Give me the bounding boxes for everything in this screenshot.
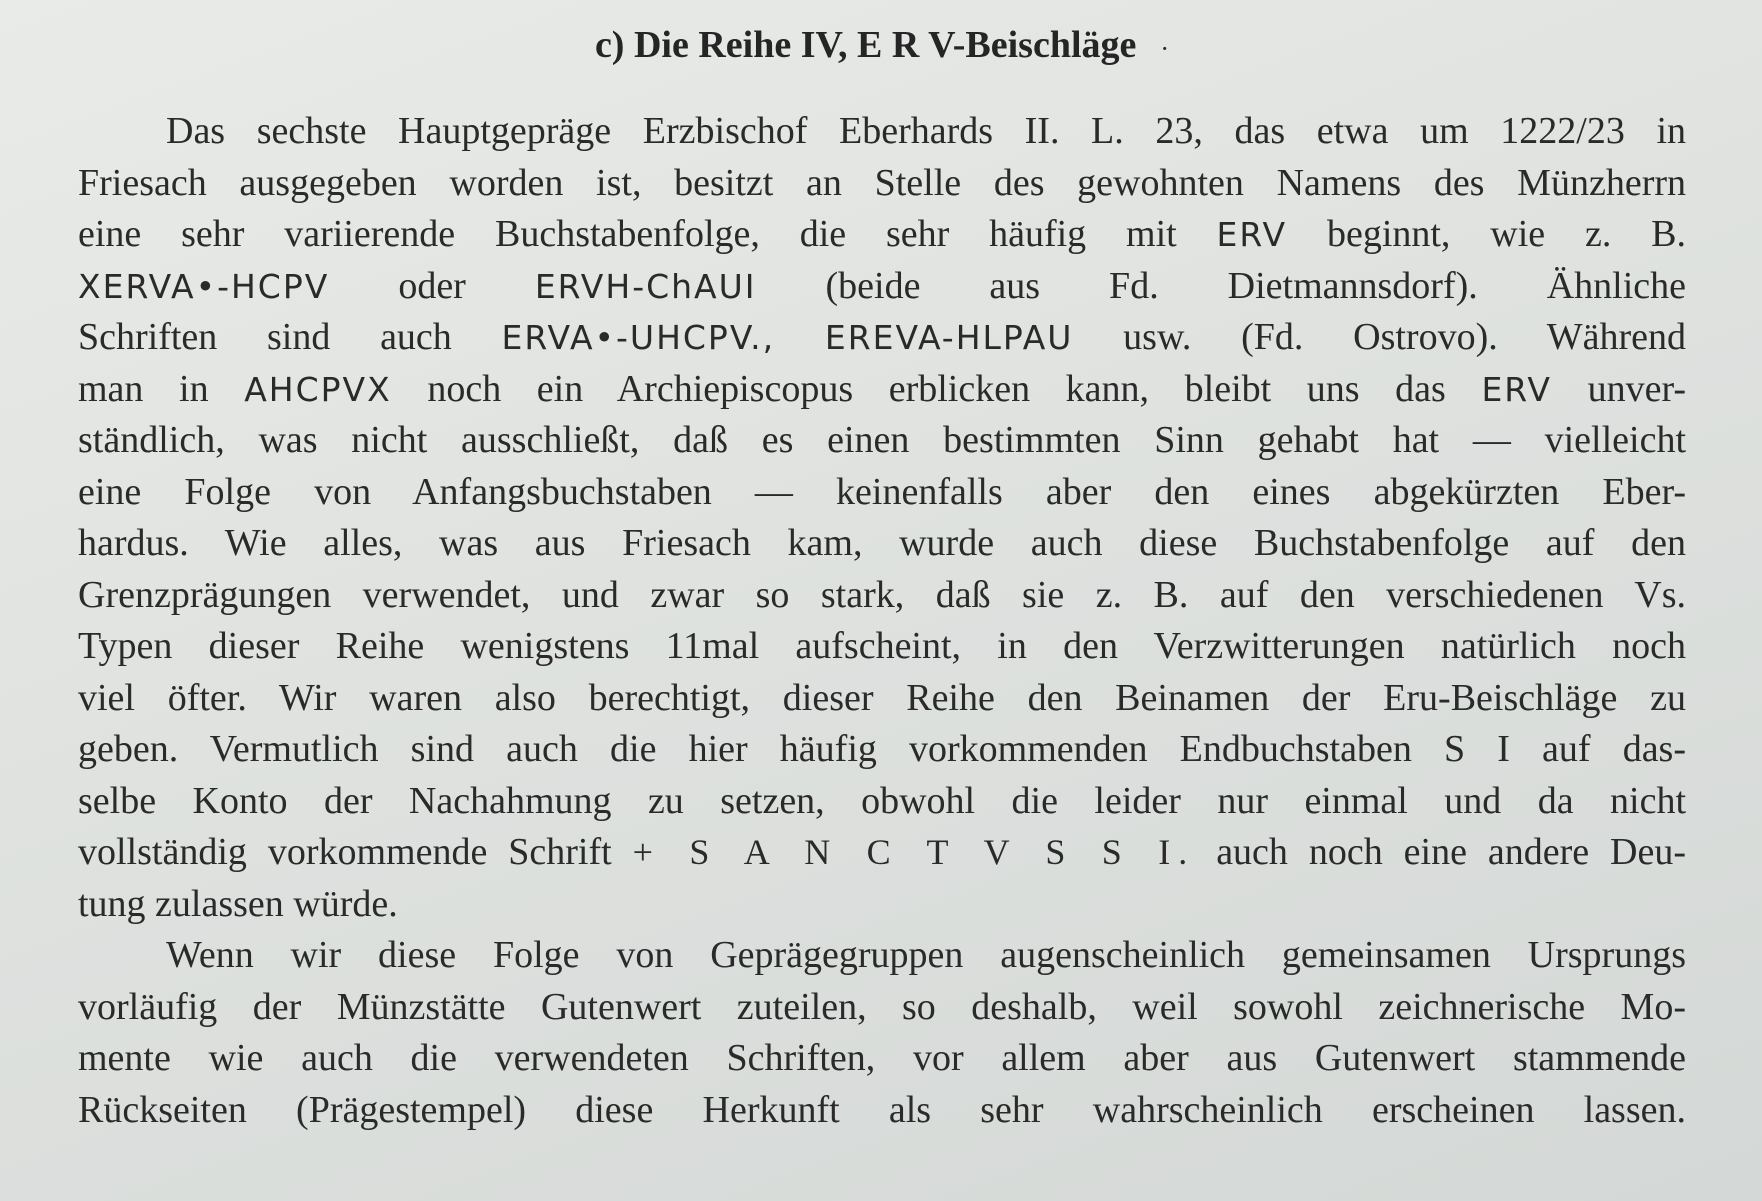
text-line xyxy=(78,1085,1686,1137)
text-line xyxy=(78,930,1686,982)
line-text: mente wie auch die verwendeten Schriften, vor allem aber aus Gutenwert stammende xyxy=(78,1037,1686,1079)
line-text: ständlich, was nicht ausschließt, daß es einen bestimmten Sinn gehabt hat — vielleicht xyxy=(78,419,1686,461)
inscription: AHCPVX xyxy=(244,369,392,409)
heading-mark: · xyxy=(1160,34,1170,63)
inscription: EREVA-HLPAU xyxy=(824,318,1074,357)
line-text: Das sechste Hauptgepräge Erzbischof Eberhards II. L. 23, das etwa um 1222/23 in xyxy=(166,110,1686,152)
text-line xyxy=(78,724,1686,776)
text-line xyxy=(78,518,1686,570)
section-heading xyxy=(78,14,1686,76)
line-text: tung zulassen würde. xyxy=(78,882,398,925)
line-text: geben. Vermutlich sind auch die hier häufig vorkommenden Endbuchstaben S I auf das- xyxy=(78,728,1686,770)
inscription: ERVA•-UHCPV., xyxy=(501,318,776,357)
text-line xyxy=(78,209,1686,261)
line-text: noch ein Archiepiscopus erblicken kann, bleibt uns das xyxy=(427,367,1446,410)
line-text: auch noch eine andere Deu- xyxy=(1216,831,1687,873)
text-line xyxy=(78,879,1686,931)
line-text: viel öfter. Wir waren also berechtigt, dieser Reihe den Beinamen der Eru-Beischläge zu xyxy=(78,676,1686,719)
section-heading-text: c) Die Reihe IV, E R V-Beischläge xyxy=(594,24,1137,66)
text-line xyxy=(78,415,1686,467)
inscription: + S A N C T V S S I. xyxy=(632,832,1196,872)
text-line xyxy=(78,776,1686,828)
text-line xyxy=(78,364,1686,416)
line-text: Grenzprägungen verwendet, und zwar so stark, daß sie z. B. auf den verschiedenen Vs. xyxy=(78,573,1686,616)
line-text: oder xyxy=(398,264,466,307)
line-text: man in xyxy=(78,367,209,410)
line-text: eine Folge von Anfangsbuchstaben — keinenfalls aber den eines abgekürzten Eber- xyxy=(78,470,1686,513)
line-text: beginnt, wie z. B. xyxy=(1326,213,1687,255)
line-text: Schriften sind auch xyxy=(78,316,452,358)
line-text: eine sehr variierende Buchstabenfolge, die sehr häufig mit xyxy=(78,213,1177,255)
inscription: XERVA•-HCPV xyxy=(78,266,330,306)
line-text: usw. (Fd. Ostrovo). Während xyxy=(1123,316,1687,358)
text-line xyxy=(78,673,1686,725)
text-line xyxy=(78,106,1686,158)
paragraph-1 xyxy=(78,106,1686,930)
line-text: Rückseiten (Prägestempel) diese Herkunft als sehr wahrscheinlich erscheinen lassen. xyxy=(78,1088,1686,1131)
line-text: unver- xyxy=(1587,367,1687,410)
text-line xyxy=(78,467,1686,519)
text-line xyxy=(78,158,1686,210)
line-text: vorläufig der Münzstätte Gutenwert zuteilen, so deshalb, weil sowohl zeichnerische Mo- xyxy=(78,985,1686,1028)
text-line xyxy=(78,261,1686,313)
text-line xyxy=(78,827,1686,879)
text-line xyxy=(78,1033,1686,1085)
text-line xyxy=(78,982,1686,1034)
line-text: Typen dieser Reihe wenigstens 11mal aufscheint, in den Verzwitterungen natürlich noch xyxy=(78,625,1686,667)
text-line xyxy=(78,621,1686,673)
text-line xyxy=(78,312,1686,364)
paragraph-2 xyxy=(78,930,1686,1136)
inscription: ERVH-ChAUI xyxy=(534,266,757,306)
line-text: vollständig vorkommende Schrift xyxy=(78,831,612,873)
line-text: selbe Konto der Nachahmung zu setzen, obwohl die leider nur einmal und da nicht xyxy=(78,779,1686,822)
line-text: Friesach ausgegeben worden ist, besitzt an Stelle des gewohnten Namens des Münzherrn xyxy=(78,161,1686,204)
line-text: hardus. Wie alles, was aus Friesach kam, wurde auch diese Buchstabenfolge auf den xyxy=(78,522,1686,564)
inscription: ERV xyxy=(1216,215,1288,254)
line-text: Wenn wir diese Folge von Geprägegruppen augenscheinlich gemeinsamen Ursprungs xyxy=(166,934,1686,976)
text-line xyxy=(78,570,1686,622)
inscription: ERV xyxy=(1481,369,1553,409)
line-text: (beide aus Fd. Dietmannsdorf). Ähnliche xyxy=(825,264,1687,307)
